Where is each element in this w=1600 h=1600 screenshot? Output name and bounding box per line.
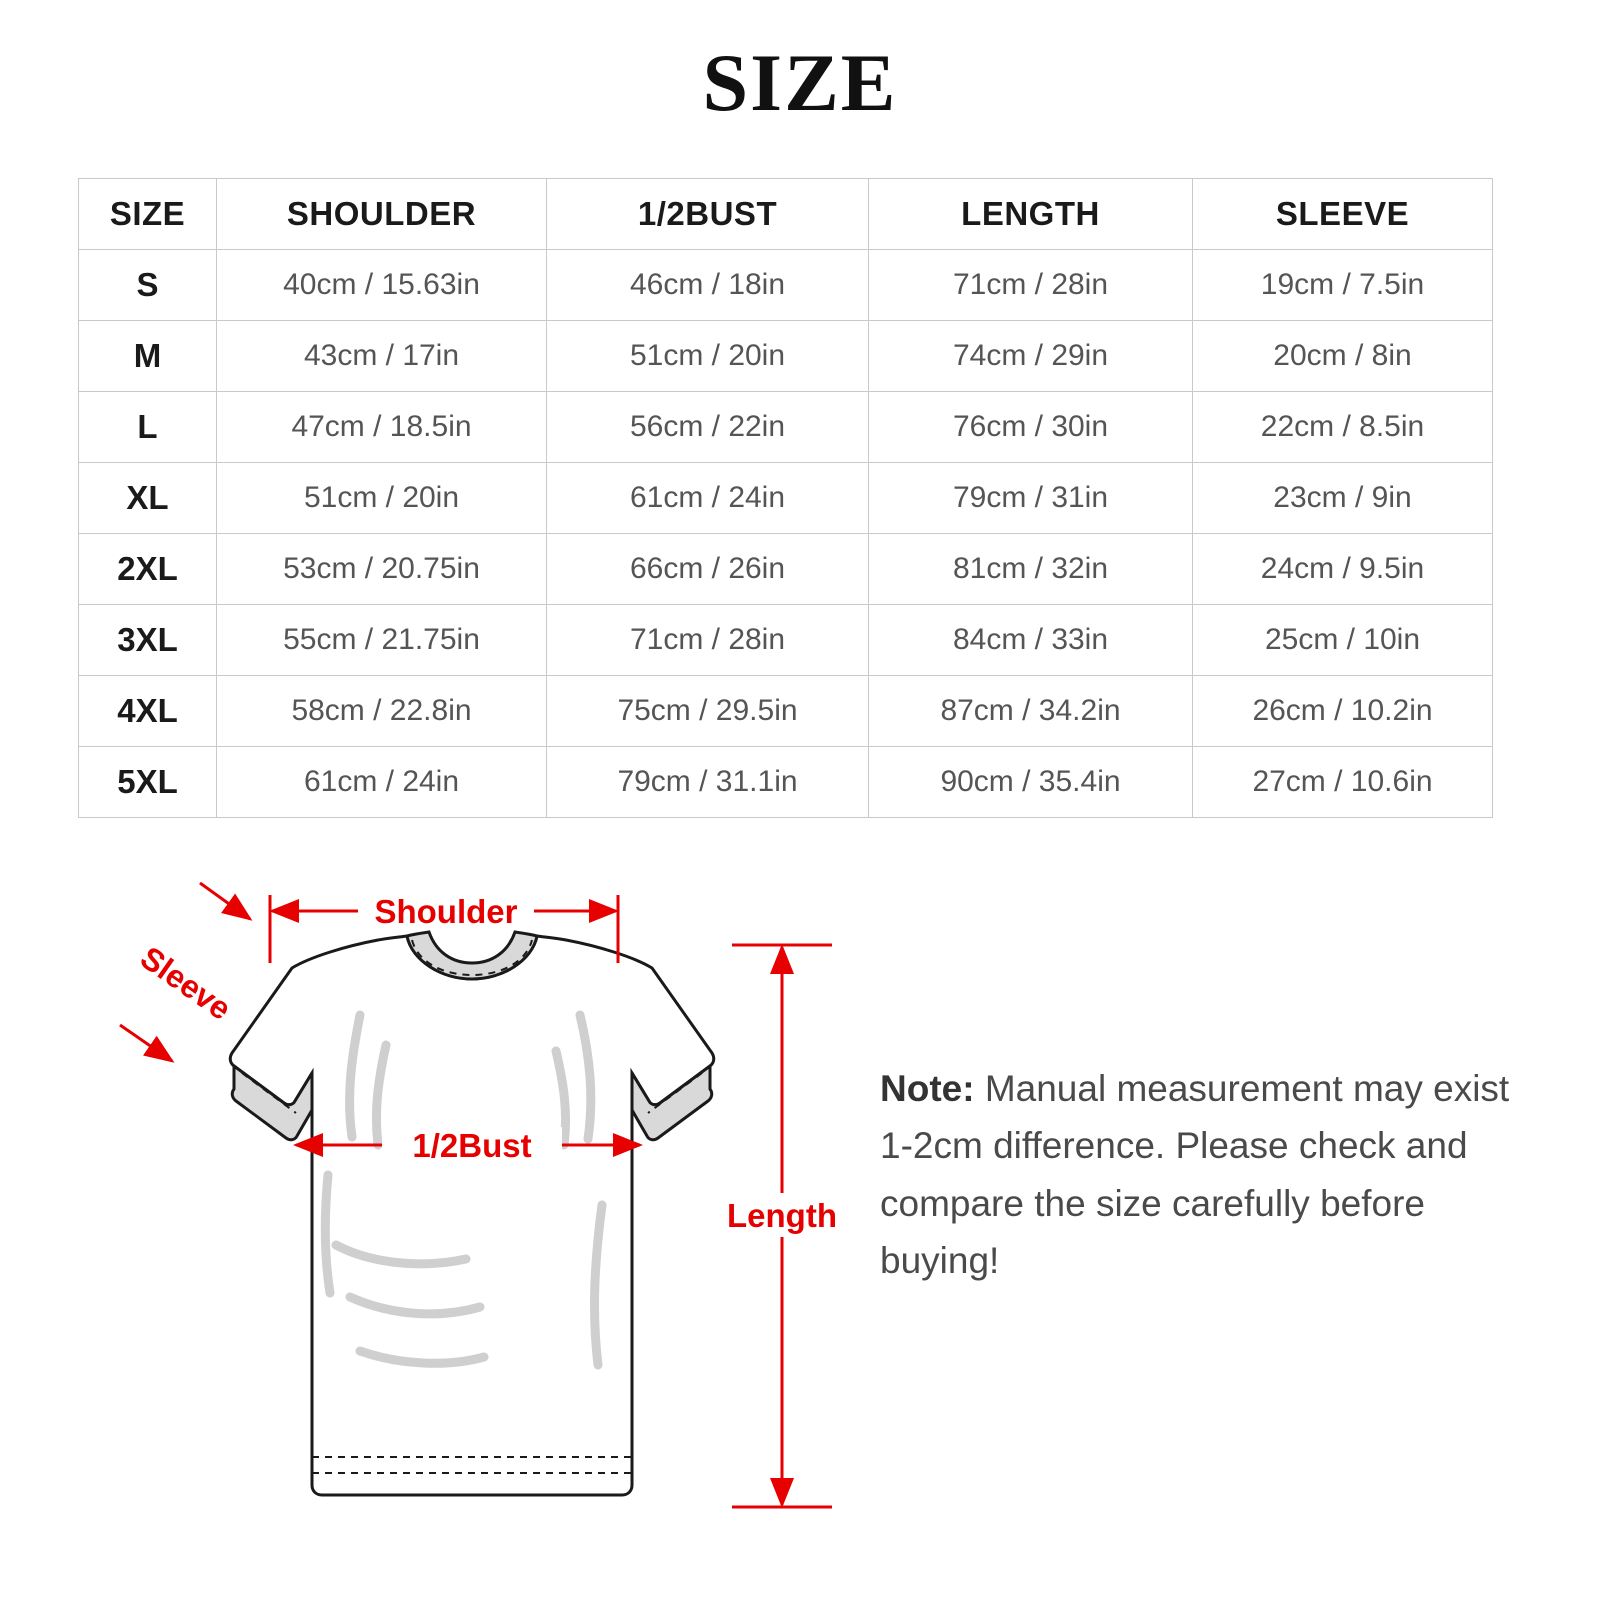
column-header-bust: 1/2BUST	[547, 179, 869, 250]
cell-shoulder: 61cm / 24in	[217, 747, 547, 818]
cell-sleeve: 24cm / 9.5in	[1193, 534, 1493, 605]
table-row	[79, 321, 1493, 392]
cell-shoulder: 55cm / 21.75in	[217, 605, 547, 676]
tshirt-measurement-diagram	[60, 845, 880, 1565]
cell-bust: 46cm / 18in	[547, 250, 869, 321]
label-shoulder-text: Shoulder	[374, 893, 518, 930]
note-text: Manual measurement may exist 1-2cm difference. Please check and compare the size carefully before buying!	[880, 1068, 1510, 1282]
column-header-length: LENGTH	[869, 179, 1193, 250]
cell-length: 74cm / 29in	[869, 321, 1193, 392]
cell-length: 87cm / 34.2in	[869, 676, 1193, 747]
cell-sleeve: 27cm / 10.6in	[1193, 747, 1493, 818]
table-header-row	[79, 179, 1493, 250]
cell-sleeve: 25cm / 10in	[1193, 605, 1493, 676]
cell-length: 81cm / 32in	[869, 534, 1193, 605]
table-row	[79, 747, 1493, 818]
cell-length: 71cm / 28in	[869, 250, 1193, 321]
cell-size: XL	[79, 463, 217, 534]
label-bust: 1/2Bust	[412, 1127, 532, 1164]
measurement-note	[880, 1060, 1530, 1289]
page-title: SIZE	[702, 37, 898, 128]
tshirt-illustration	[230, 936, 713, 1495]
cell-shoulder: 58cm / 22.8in	[217, 676, 547, 747]
cell-bust: 51cm / 20in	[547, 321, 869, 392]
size-chart-table	[78, 178, 1493, 818]
table-row	[79, 605, 1493, 676]
cell-size: L	[79, 392, 217, 463]
cell-length: 79cm / 31in	[869, 463, 1193, 534]
cell-shoulder: 43cm / 17in	[217, 321, 547, 392]
cell-sleeve: 23cm / 9in	[1193, 463, 1493, 534]
table-row	[79, 463, 1493, 534]
cell-bust: 66cm / 26in	[547, 534, 869, 605]
cell-shoulder: 53cm / 20.75in	[217, 534, 547, 605]
cell-bust: 56cm / 22in	[547, 392, 869, 463]
cell-size: S	[79, 250, 217, 321]
cell-length: 84cm / 33in	[869, 605, 1193, 676]
cell-length: 90cm / 35.4in	[869, 747, 1193, 818]
cell-sleeve: 22cm / 8.5in	[1193, 392, 1493, 463]
cell-bust: 61cm / 24in	[547, 463, 869, 534]
table-row	[79, 392, 1493, 463]
cell-size: 4XL	[79, 676, 217, 747]
label-sleeve: Sleeve	[133, 939, 238, 1027]
cell-shoulder: 40cm / 15.63in	[217, 250, 547, 321]
cell-bust: 75cm / 29.5in	[547, 676, 869, 747]
column-header-sleeve: SLEEVE	[1193, 179, 1493, 250]
cell-sleeve: 19cm / 7.5in	[1193, 250, 1493, 321]
label-length: Length	[727, 1197, 837, 1234]
cell-size: M	[79, 321, 217, 392]
size-chart-table-container	[78, 178, 1492, 818]
cell-size: 3XL	[79, 605, 217, 676]
cell-sleeve: 26cm / 10.2in	[1193, 676, 1493, 747]
cell-length: 76cm / 30in	[869, 392, 1193, 463]
cell-sleeve: 20cm / 8in	[1193, 321, 1493, 392]
cell-shoulder: 47cm / 18.5in	[217, 392, 547, 463]
cell-size: 5XL	[79, 747, 217, 818]
cell-bust: 79cm / 31.1in	[547, 747, 869, 818]
column-header-shoulder: SHOULDER	[217, 179, 547, 250]
column-header-size: SIZE	[79, 179, 217, 250]
table-row	[79, 676, 1493, 747]
cell-shoulder: 51cm / 20in	[217, 463, 547, 534]
note-label: Note:	[880, 1068, 975, 1109]
cell-bust: 71cm / 28in	[547, 605, 869, 676]
cell-size: 2XL	[79, 534, 217, 605]
table-row	[79, 250, 1493, 321]
table-row	[79, 534, 1493, 605]
